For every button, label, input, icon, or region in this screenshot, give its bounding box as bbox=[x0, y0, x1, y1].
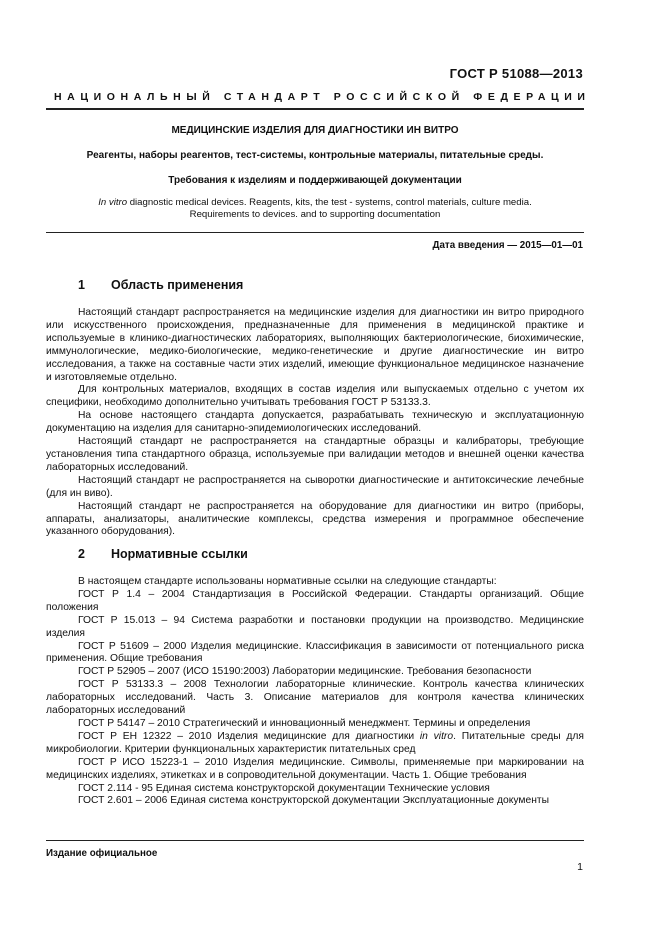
section-title: Область применения bbox=[111, 278, 244, 292]
reference-item bbox=[46, 731, 584, 757]
paragraph: Настоящий стандарт распространяется на медицинские изделия для диагностики ин витро природного или искусственного происхождения, предназначенные для применения в медицинской практике и используемые в клинико-диагностических лабораториях, выполняющих бактериологические, биохимические, иммунологические, медико-биологические, медико-генетические и другие диагностические ин витро исследования, а также на составные части этих изделий, имеющие функциональное медицинское назначение и изготовляемые отдельно. bbox=[46, 307, 584, 383]
reference-item: ГОСТ Р 51609 – 2000 Изделия медицинские. Классификация в зависимости от потенциального риска применения. Общие требования bbox=[46, 640, 584, 665]
paragraph: На основе настоящего стандарта допускается, разрабатывать техническую и эксплуатационную документацию на изделия для санитарно-эпидемиологических исследований. bbox=[46, 410, 584, 435]
paragraph: Настоящий стандарт не распространяется на оборудование для диагностики ин витро (приборы, аппараты, анализаторы, аналитические комплексы, средства измерения и программное обеспечение указанного оборудования). bbox=[46, 500, 584, 538]
gost-number: ГОСТ Р 51088—2013 bbox=[449, 66, 583, 81]
reference-item: ГОСТ Р 15.013 – 94 Система разработки и постановки продукции на производство. Медицинские изделия bbox=[46, 614, 584, 639]
section-number: 1 bbox=[78, 278, 85, 292]
edition-label: Издание официальное bbox=[46, 848, 158, 859]
reference-item: ГОСТ Р 54147 – 2010 Стратегический и инновационный менеджмент. Термины и определения bbox=[78, 717, 531, 729]
ref-en-prefix: ГОСТ Р ЕН 12322 – 2010 Изделия медицинские для диагностики bbox=[78, 730, 420, 742]
section-title: Нормативные ссылки bbox=[111, 547, 248, 561]
english-line1: diagnostic medical devices. Reagents, kits, the test - systems, control materials, culture media. bbox=[127, 197, 532, 208]
paragraph: Для контрольных материалов, входящих в состав изделия или выпускаемых отдельно с учетом их специфики, необходимо дополнительно учитывать требования ГОСТ Р 53133.3. bbox=[46, 384, 584, 409]
ref-en-italic: in vitro bbox=[419, 730, 454, 742]
doc-title-main: МЕДИЦИНСКИЕ ИЗДЕЛИЯ ДЛЯ ДИАГНОСТИКИ ИН ВИТРО bbox=[171, 125, 459, 136]
reference-item: ГОСТ Р 1.4 – 2004 Стандартизация в Российской Федерации. Стандарты организаций. Общие положения bbox=[46, 588, 584, 613]
english-line2: Requirements to devices. and to supporting documentation bbox=[189, 209, 441, 220]
national-standard-banner: НАЦИОНАЛЬНЫЙ СТАНДАРТ РОССИЙСКОЙ ФЕДЕРАЦИИ bbox=[54, 91, 591, 103]
section-1-heading bbox=[78, 278, 243, 292]
doc-title-sub: Реагенты, наборы реагентов, тест-системы, контрольные материалы, питательные среды. bbox=[86, 150, 544, 161]
english-italic: In vitro bbox=[98, 197, 128, 208]
reference-item: ГОСТ 2.601 – 2006 Единая система конструкторской документации Эксплуатационные документы bbox=[78, 795, 550, 807]
paragraph: Настоящий стандарт не распространяется на стандартные образцы и калибраторы, требующие установления типа стандартного образца, используемые при валидации методов и внешней оценки качества лабораторных исследований. bbox=[46, 436, 584, 473]
title-rule bbox=[46, 232, 584, 233]
section-2-body bbox=[46, 576, 584, 808]
reference-item: ГОСТ Р ИСО 15223-1 – 2010 Изделия медицинские. Символы, применяемые при маркировании на медицинских изделиях, этикетках и в сопроводительной документации. Часть 1. Общие требования bbox=[46, 756, 584, 781]
ref-en-suffix: . Питательные среды для микробиологии. Критерии функциональных характеристик питательных сред bbox=[46, 730, 585, 755]
section-1-body bbox=[46, 307, 584, 539]
header-rule bbox=[46, 108, 584, 110]
footer-rule bbox=[46, 840, 584, 841]
paragraph: Настоящий стандарт не распространяется на сыворотки диагностические и антитоксические лечебные (для ин виво). bbox=[46, 474, 584, 499]
reference-item: ГОСТ Р 53133.3 – 2008 Технологии лабораторные клинические. Контроль качества клинических лабораторных исследований. Часть 3. Описание материалов для контроля качества клинических лабораторных исследований bbox=[46, 679, 584, 717]
doc-title-english bbox=[46, 197, 584, 221]
doc-title-req: Требования к изделиям и поддерживающей документации bbox=[168, 175, 462, 186]
paragraph: В настоящем стандарте использованы нормативные ссылки на следующие стандарты: bbox=[78, 576, 497, 587]
page-number: 1 bbox=[577, 861, 583, 873]
section-number: 2 bbox=[78, 547, 85, 561]
section-2-heading bbox=[78, 547, 248, 561]
reference-item: ГОСТ Р 52905 – 2007 (ИСО 15190:2003) Лаборатории медицинские. Требования безопасности bbox=[78, 666, 532, 678]
reference-item: ГОСТ 2.114 - 95 Единая система конструкторской документации Технические условия bbox=[78, 782, 490, 794]
intro-date: Дата введения — 2015—01—01 bbox=[432, 240, 583, 251]
